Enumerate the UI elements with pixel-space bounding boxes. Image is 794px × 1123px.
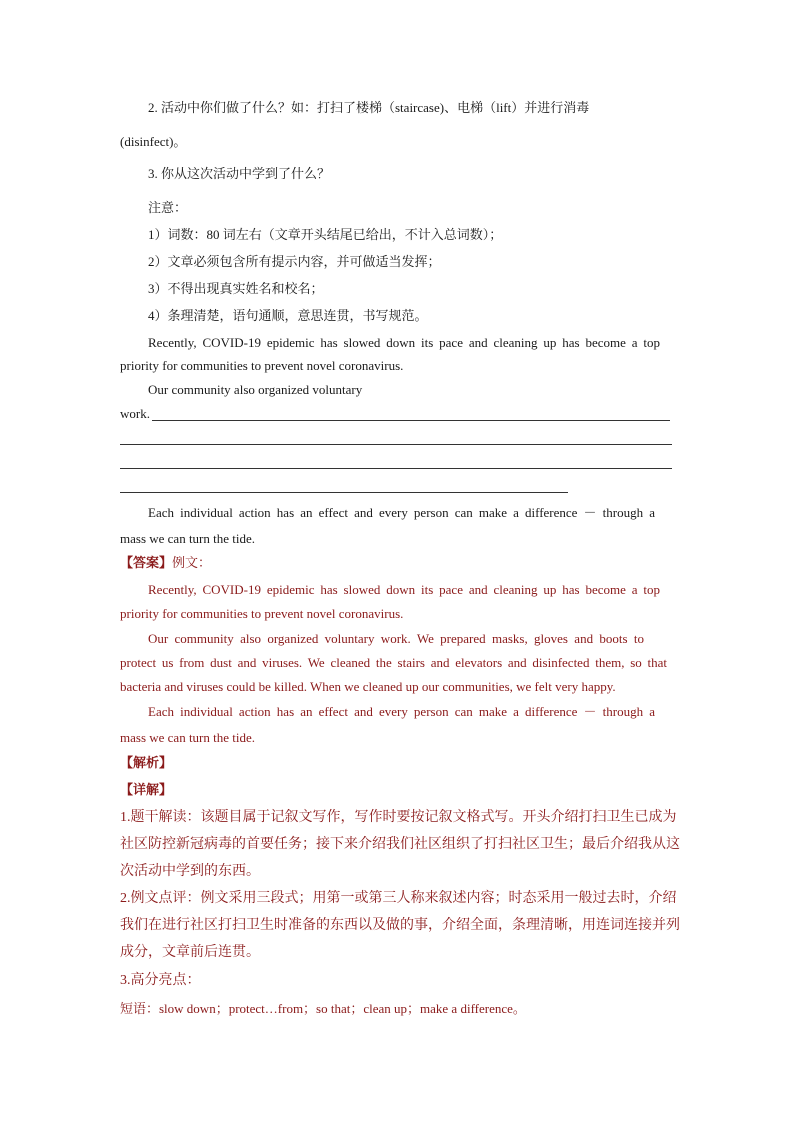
- analysis-s2-line-3: 成分，文章前后连贯。: [120, 945, 260, 960]
- writing-line-2[interactable]: [120, 444, 672, 445]
- task-para-2-line-1: Our community also organized voluntary: [148, 382, 363, 397]
- writing-line-3[interactable]: [120, 468, 672, 469]
- analysis-s1-line-2: 社区防控新冠病毒的首要任务；接下来介绍我们社区组织了打扫社区卫生；最后介绍我从这: [120, 837, 680, 852]
- prompt-item-2: 2. 活动中你们做了什么？如：打扫了楼梯（staircase)、电梯（lift）并进行消毒: [148, 100, 590, 115]
- answer-heading: [120, 555, 211, 571]
- writing-line-1[interactable]: [152, 420, 670, 421]
- note-3: 3）不得出现真实姓名和校名；: [148, 281, 324, 296]
- analysis-s1-line-3: 次活动中学到的东西。: [120, 864, 260, 879]
- answer-para-1-line-2: priority for communities to prevent novel coronavirus.: [120, 606, 404, 621]
- answer-para-3-line-1: Each individual action has an effect and every person can make a difference － through a: [148, 704, 655, 719]
- notes-heading: 注意：: [148, 200, 188, 215]
- writing-line-4[interactable]: [120, 492, 568, 493]
- analysis-s3: 3.高分亮点：: [120, 973, 201, 988]
- note-2: 2）文章必须包含所有提示内容，并可做适当发挥；: [148, 254, 441, 269]
- answer-para-2-line-3: bacteria and viruses could be killed. When we cleaned up our communities, we felt very happy.: [120, 679, 616, 694]
- answer-para-3-line-2: mass we can turn the tide.: [120, 730, 256, 745]
- detail-label: 【详解】: [120, 782, 173, 797]
- task-para-1-line-1: Recently, COVID-19 epidemic has slowed down its pace and cleaning up has become a top: [148, 335, 660, 350]
- task-para-1-line-2: priority for communities to prevent novel coronavirus.: [120, 358, 404, 373]
- prompt-item-3: 3. 你从这次活动中学到了什么？: [148, 166, 331, 181]
- analysis-s1-line-1: 1.题干解读：该题目属于记叙文写作，写作时要按记叙文格式写。开头介绍打扫卫生已成为: [120, 810, 677, 825]
- analysis-s2-line-1: 2.例文点评：例文采用三段式；用第一或第三人称来叙述内容；时态采用一般过去时，介绍: [120, 891, 677, 906]
- note-1: 1）词数：80 词左右（文章开头结尾已给出，不计入总词数）；: [148, 227, 503, 242]
- answer-label: 【答案】: [120, 555, 173, 570]
- task-para-3-line-1: Each individual action has an effect and every person can make a difference － through a: [148, 505, 655, 520]
- task-para-2-work: work.: [120, 406, 150, 421]
- prompt-item-2-cont: (disinfect)。: [120, 134, 187, 149]
- analysis-s2-line-2: 我们在进行社区打扫卫生时准备的东西以及做的事，介绍全面，条理清晰，用连词连接并列: [120, 918, 680, 933]
- task-para-3-line-2: mass we can turn the tide.: [120, 531, 256, 546]
- answer-para-1-line-1: Recently, COVID-19 epidemic has slowed down its pace and cleaning up has become a top: [148, 582, 660, 597]
- analysis-s4: 短语：slow down；protect…from；so that；clean up；make a difference。: [120, 1001, 526, 1016]
- answer-para-2-line-1: Our community also organized voluntary work. We prepared masks, gloves and boots to: [148, 631, 644, 646]
- answer-label-suffix: 例文：: [172, 555, 212, 570]
- answer-para-2-line-2: protect us from dust and viruses. We cleaned the stairs and elevators and disinfected them, so that: [120, 655, 667, 670]
- note-4: 4）条理清楚，语句通顺，意思连贯，书写规范。: [148, 308, 428, 323]
- analysis-label: 【解析】: [120, 755, 173, 770]
